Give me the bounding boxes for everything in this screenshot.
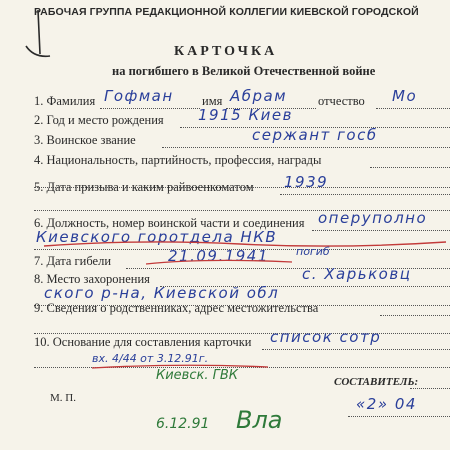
field-birth-value: 1915 Киев bbox=[198, 106, 293, 124]
field-death-date-value: 21.09.1941 bbox=[168, 247, 269, 265]
stamp-placeholder-label: М. П. bbox=[50, 392, 76, 404]
card-subtitle: на погибшего в Великой Отечественной войне bbox=[112, 64, 376, 78]
composer-label: СОСТАВИТЕЛЬ: bbox=[334, 376, 419, 388]
organization-header: РАБОЧАЯ ГРУППА РЕДАКЦИОННОЙ КОЛЛЕГИИ КИЕВСКОЙ ГОРОДСКОЙ bbox=[34, 6, 419, 18]
field-conscription-value: 1939 bbox=[284, 173, 329, 191]
field-basis-reference-line2: Киевск. ГВК bbox=[156, 368, 238, 383]
field-position-value-line2: Киевского горотдела НКВ bbox=[36, 228, 278, 246]
card-title: КАРТОЧКА bbox=[174, 44, 278, 59]
field-birth-label: 2. Год и место рождения bbox=[34, 113, 164, 127]
field-nationality-label: 4. Национальность, партийность, профессия, награды bbox=[34, 153, 322, 167]
field-rank-label: 3. Воинское звание bbox=[34, 133, 136, 147]
field-name-value: Абрам bbox=[230, 87, 288, 105]
field-rank-value: сержант госб bbox=[252, 126, 378, 144]
field-basis-reference: вх. 4/44 от 3.12.91г. bbox=[92, 352, 209, 365]
field-conscription-label: 5. Дата призыва и каким райвоенкоматом bbox=[34, 180, 254, 194]
signature: Вла bbox=[236, 406, 283, 434]
field-basis-value: список сотр bbox=[270, 328, 382, 346]
field-basis-label: 10. Основание для составления карточки bbox=[34, 335, 252, 349]
field-death-date-label: 7. Дата гибели bbox=[34, 254, 112, 268]
field-surname-value: Гофман bbox=[104, 87, 174, 105]
field-burial-label: 8. Место захоронения bbox=[34, 272, 150, 286]
field-name-label: имя bbox=[202, 94, 223, 108]
field-relatives-label: 9. Сведения о родственниках, адрес местожительства bbox=[34, 301, 319, 315]
field-position-value: оперуполно bbox=[318, 209, 428, 227]
composer-date: «2» 04 bbox=[356, 395, 417, 413]
field-surname-label: 1. Фамилия bbox=[34, 94, 96, 108]
green-date: 6.12.91 bbox=[156, 416, 210, 432]
field-death-note: погиб bbox=[296, 245, 330, 258]
field-position-label: 6. Должность, номер воинской части и соединения bbox=[34, 216, 305, 230]
field-patronymic-value: Мо bbox=[392, 87, 418, 105]
field-burial-value-line2: ского р-на, Киевской обл bbox=[44, 284, 280, 302]
field-burial-value: с. Харьковц bbox=[302, 265, 412, 283]
field-patronymic-label: отчество bbox=[318, 94, 365, 108]
